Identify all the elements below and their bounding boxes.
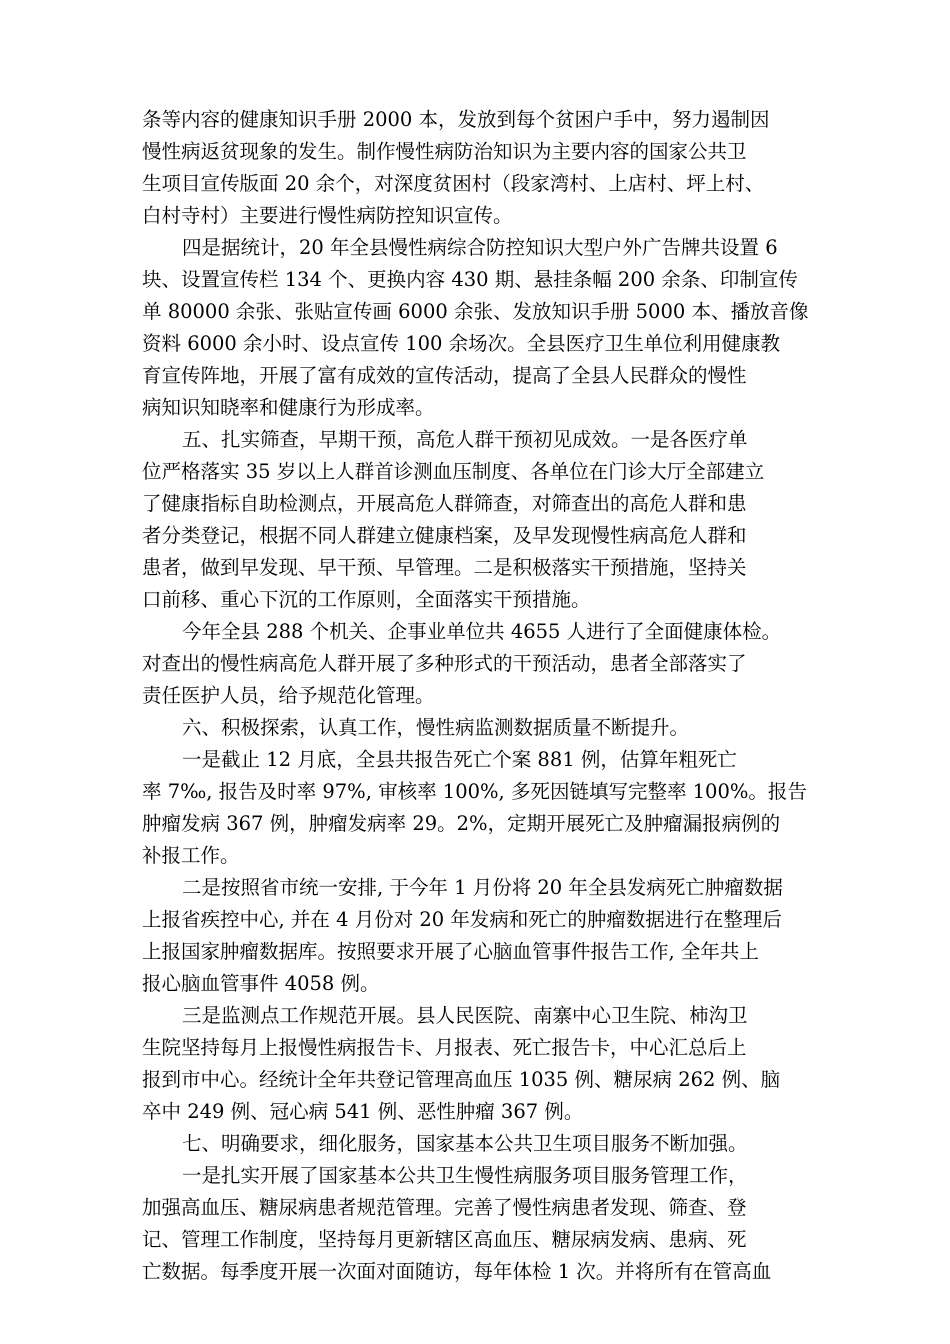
text-line: 上报省疾控中心, 并在 4 月份对 20 年发病和死亡的肿瘤数据进行在整理后: [142, 908, 782, 931]
text-line: 肿瘤发病 367 例，肿瘤发病率 29。2%，定期开展死亡及肿瘤漏报病例的: [142, 812, 781, 835]
text-line: 加强高血压、糖尿病患者规范管理。完善了慢性病患者发现、筛查、登: [142, 1196, 747, 1219]
text-line: 亡数据。每季度开展一次面对面随访，每年体检 1 次。并将所有在管高血: [142, 1260, 772, 1283]
text-line: 条等内容的健康知识手册 2000 本，发放到每个贫困户手中，努力遏制因: [142, 108, 770, 131]
text-line: 慢性病返贫现象的发生。制作慢性病防治知识为主要内容的国家公共卫: [142, 140, 747, 163]
text-line: 资料 6000 余小时、设点宣传 100 余场次。全县医疗卫生单位利用健康教: [142, 332, 781, 355]
text-line: 对查出的慢性病高危人群开展了多种形式的干预活动，患者全部落实了: [142, 652, 747, 675]
text-line: 白村寺村）主要进行慢性病防控知识宣传。: [142, 204, 513, 227]
text-line: 率 7‰, 报告及时率 97%, 审核率 100%, 多死因链填写完整率 100%。报告: [142, 780, 807, 803]
text-line: 生院坚持每月上报慢性病报告卡、月报表、死亡报告卡，中心汇总后上: [142, 1036, 747, 1059]
section-heading-line: 六、积极探索，认真工作，慢性病监测数据质量不断提升。: [182, 716, 690, 739]
text-line: 患者，做到早发现、早干预、早管理。二是积极落实干预措施，坚持关: [142, 556, 747, 579]
section-heading-line: 五、扎实筛查，早期干预，高危人群干预初见成效。一是各医疗单: [182, 428, 748, 451]
text-line: 单 80000 余张、张贴宣传画 6000 余张、发放知识手册 5000 本、播放音像: [142, 300, 809, 323]
paragraph-first-line: 四是据统计，20 年全县慢性病综合防控知识大型户外广告牌共设置 6: [182, 236, 778, 259]
document-body: [142, 104, 822, 1288]
text-line: 卒中 249 例、冠心病 541 例、恶性肿瘤 367 例。: [142, 1100, 584, 1123]
text-line: 报到市中心。经统计全年共登记管理高血压 1035 例、糖尿病 262 例、脑: [142, 1068, 781, 1091]
text-line: 报心脑血管事件 4058 例。: [142, 972, 380, 995]
text-line: 育宣传阵地，开展了富有成效的宣传活动，提高了全县人民群众的慢性: [142, 364, 747, 387]
paragraph-first-line: 今年全县 288 个机关、企事业单位共 4655 人进行了全面健康体检。: [182, 620, 782, 643]
text-line: 位严格落实 35 岁以上人群首诊测血压制度、各单位在门诊大厅全部建立: [142, 460, 765, 483]
paragraph-first-line: 一是扎实开展了国家基本公共卫生慢性病服务项目服务管理工作，: [182, 1164, 748, 1187]
text-line: 上报国家肿瘤数据库。按照要求开展了心脑血管事件报告工作, 全年共上: [142, 940, 759, 963]
text-line: 块、设置宣传栏 134 个、更换内容 430 期、悬挂条幅 200 余条、印制宣传: [142, 268, 798, 291]
text-line: 者分类登记，根据不同人群建立健康档案，及早发现慢性病高危人群和: [142, 524, 747, 547]
paragraph-first-line: 一是截止 12 月底，全县共报告死亡个案 881 例，估算年粗死亡: [182, 748, 737, 771]
text-line: 补报工作。: [142, 844, 240, 867]
text-line: 口前移、重心下沉的工作原则，全面落实干预措施。: [142, 588, 591, 611]
text-line: 病知识知晓率和健康行为形成率。: [142, 396, 435, 419]
text-line: 责任医护人员，给予规范化管理。: [142, 684, 435, 707]
text-line: 了健康指标自助检测点，开展高危人群筛查，对筛查出的高危人群和患: [142, 492, 747, 515]
paragraph-first-line: 三是监测点工作规范开展。县人民医院、南寨中心卫生院、柿沟卫: [182, 1004, 748, 1027]
text-line: 记、管理工作制度，坚持每月更新辖区高血压、糖尿病发病、患病、死: [142, 1228, 747, 1251]
section-heading-line: 七、明确要求，细化服务，国家基本公共卫生项目服务不断加强。: [182, 1132, 748, 1155]
paragraph-first-line: 二是按照省市统一安排, 于今年 1 月份将 20 年全县发病死亡肿瘤数据: [182, 876, 783, 899]
text-line: 生项目宣传版面 20 余个，对深度贫困村（段家湾村、上店村、坪上村、: [142, 172, 765, 195]
